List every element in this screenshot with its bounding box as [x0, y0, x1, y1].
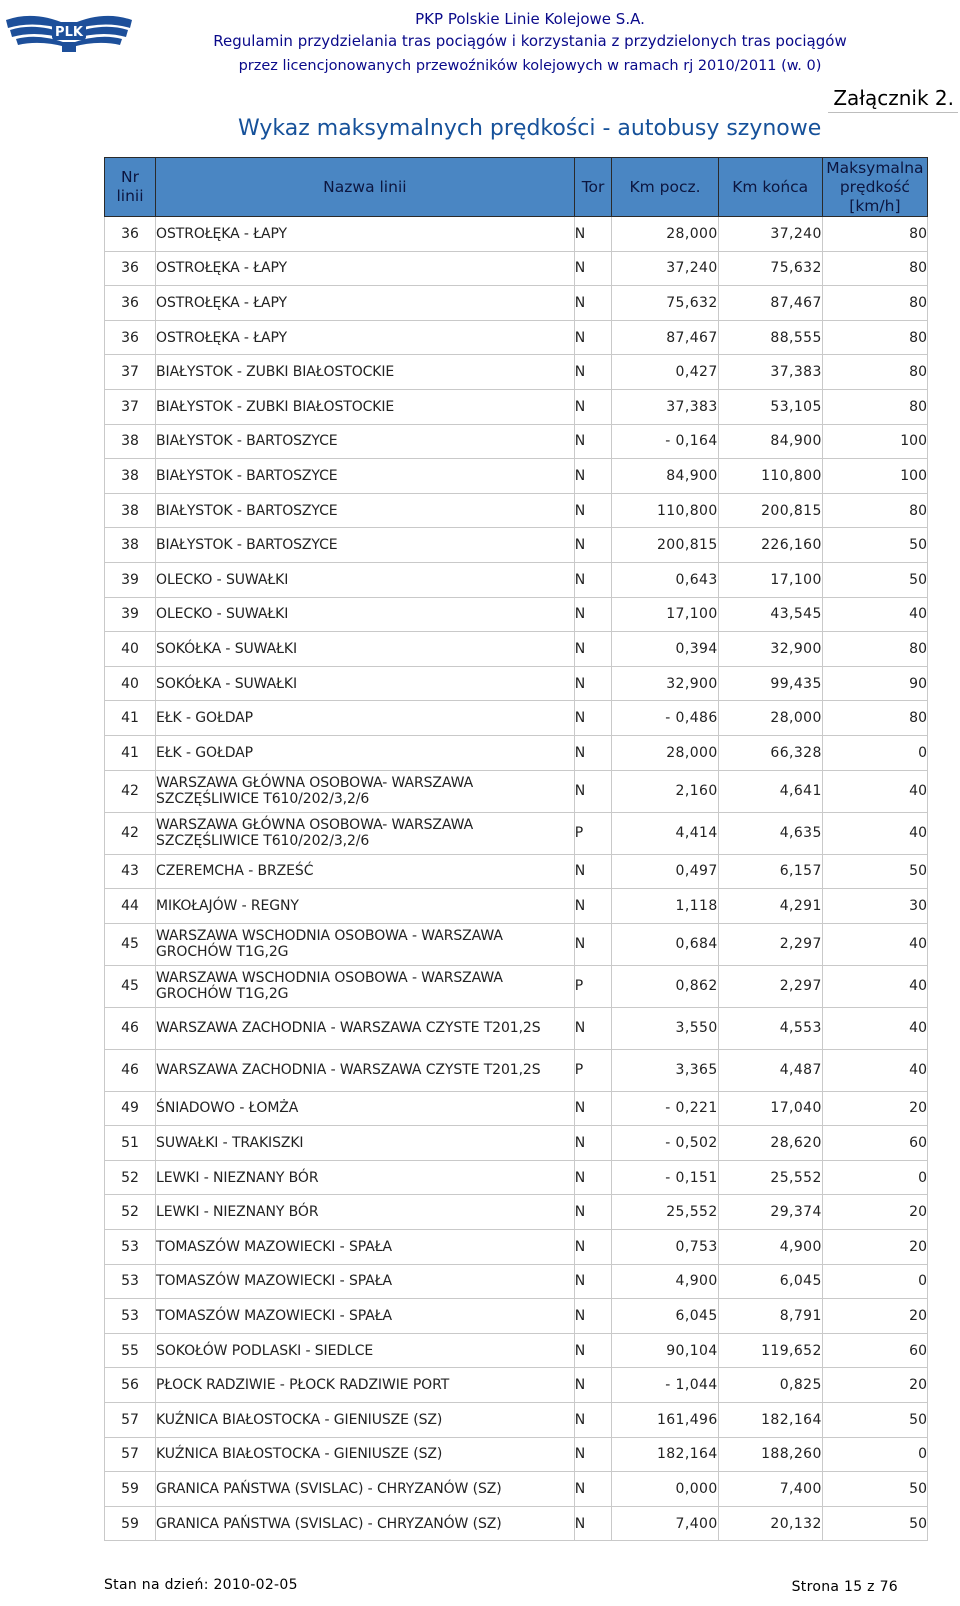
- table-row: [105, 389, 928, 424]
- cell-max-speed: 80: [822, 355, 927, 390]
- table-row: [105, 1437, 928, 1472]
- table-row: [105, 562, 928, 597]
- table-row: [105, 1299, 928, 1334]
- table-row: [105, 217, 928, 252]
- cell-km-start: 0,753: [612, 1230, 718, 1265]
- cell-max-speed: 0: [822, 1264, 927, 1299]
- cell-max-speed: 20: [822, 1230, 927, 1265]
- cell-km-end: 2,297: [718, 965, 822, 1007]
- table-row: [105, 1160, 928, 1195]
- cell-line-name: SUWAŁKI - TRAKISZKI: [156, 1126, 575, 1161]
- col-header-km-start: Km pocz.: [612, 158, 718, 217]
- cell-track: N: [574, 1007, 612, 1049]
- cell-line-number: 57: [105, 1403, 156, 1438]
- cell-km-end: 66,328: [718, 735, 822, 770]
- cell-track: N: [574, 562, 612, 597]
- cell-line-name: SOKOŁÓW PODLASKI - SIEDLCE: [156, 1333, 575, 1368]
- cell-line-name: EŁK - GOŁDAP: [156, 735, 575, 770]
- cell-track: N: [574, 1126, 612, 1161]
- cell-km-start: 0,000: [612, 1472, 718, 1507]
- table-row: [105, 854, 928, 889]
- cell-km-end: 20,132: [718, 1506, 822, 1541]
- cell-km-start: 3,365: [612, 1049, 718, 1091]
- cell-line-name: OSTROŁĘKA - ŁAPY: [156, 286, 575, 321]
- cell-km-start: 110,800: [612, 493, 718, 528]
- cell-track: P: [574, 812, 612, 854]
- cell-km-start: 84,900: [612, 459, 718, 494]
- cell-line-number: 38: [105, 528, 156, 563]
- cell-km-end: 200,815: [718, 493, 822, 528]
- cell-line-number: 42: [105, 770, 156, 812]
- cell-max-speed: 50: [822, 562, 927, 597]
- table-row: [105, 666, 928, 701]
- cell-line-name: KUŹNICA BIAŁOSTOCKA - GIENIUSZE (SZ): [156, 1437, 575, 1472]
- cell-km-start: 200,815: [612, 528, 718, 563]
- cell-km-start: 182,164: [612, 1437, 718, 1472]
- cell-km-end: 75,632: [718, 251, 822, 286]
- cell-km-start: - 0,151: [612, 1160, 718, 1195]
- cell-max-speed: 40: [822, 923, 927, 965]
- cell-km-start: 7,400: [612, 1506, 718, 1541]
- table-row: [105, 701, 928, 736]
- cell-track: N: [574, 1230, 612, 1265]
- cell-km-end: 4,487: [718, 1049, 822, 1091]
- cell-track: N: [574, 854, 612, 889]
- cell-max-speed: 0: [822, 1160, 927, 1195]
- table-row: [105, 286, 928, 321]
- logo-text: PLK: [55, 25, 83, 40]
- page-title: Wykaz maksymalnych prędkości - autobusy szynowe: [238, 116, 822, 141]
- cell-max-speed: 40: [822, 812, 927, 854]
- cell-km-start: 2,160: [612, 770, 718, 812]
- col-header-speed-line3: [km/h]: [849, 196, 901, 215]
- table-row: [105, 528, 928, 563]
- cell-track: N: [574, 389, 612, 424]
- cell-max-speed: 80: [822, 286, 927, 321]
- cell-km-start: 28,000: [612, 217, 718, 252]
- cell-km-end: 182,164: [718, 1403, 822, 1438]
- cell-line-number: 57: [105, 1437, 156, 1472]
- cell-line-number: 41: [105, 735, 156, 770]
- cell-track: P: [574, 965, 612, 1007]
- cell-line-name: BIAŁYSTOK - BARTOSZYCE: [156, 459, 575, 494]
- cell-line-name: OSTROŁĘKA - ŁAPY: [156, 251, 575, 286]
- cell-line-name: BIAŁYSTOK - BARTOSZYCE: [156, 424, 575, 459]
- cell-max-speed: 80: [822, 251, 927, 286]
- cell-km-start: 0,643: [612, 562, 718, 597]
- cell-km-end: 28,620: [718, 1126, 822, 1161]
- cell-track: N: [574, 666, 612, 701]
- table-row: [105, 1230, 928, 1265]
- cell-line-number: 42: [105, 812, 156, 854]
- cell-line-number: 38: [105, 493, 156, 528]
- cell-line-name: GRANICA PAŃSTWA (SVISLAC) - CHRYZANÓW (SZ): [156, 1472, 575, 1507]
- table-row: [105, 1091, 928, 1126]
- cell-line-number: 51: [105, 1126, 156, 1161]
- cell-km-end: 87,467: [718, 286, 822, 321]
- cell-km-start: 161,496: [612, 1403, 718, 1438]
- cell-line-name: BIAŁYSTOK - BARTOSZYCE: [156, 528, 575, 563]
- cell-max-speed: 80: [822, 701, 927, 736]
- cell-km-end: 4,635: [718, 812, 822, 854]
- cell-km-end: 29,374: [718, 1195, 822, 1230]
- cell-km-start: 37,240: [612, 251, 718, 286]
- cell-line-name: BIAŁYSTOK - ZUBKI BIAŁOSTOCKIE: [156, 355, 575, 390]
- cell-km-start: 25,552: [612, 1195, 718, 1230]
- cell-max-speed: 80: [822, 320, 927, 355]
- col-header-nr: [105, 158, 156, 217]
- col-header-name: Nazwa linii: [156, 158, 575, 217]
- table-row: [105, 735, 928, 770]
- cell-track: N: [574, 735, 612, 770]
- table-row: [105, 632, 928, 667]
- table-row: [105, 355, 928, 390]
- cell-km-start: 6,045: [612, 1299, 718, 1334]
- table-header-row: [105, 158, 928, 217]
- cell-km-start: - 0,164: [612, 424, 718, 459]
- table-row: [105, 1472, 928, 1507]
- cell-max-speed: 40: [822, 1007, 927, 1049]
- cell-track: N: [574, 1506, 612, 1541]
- cell-line-name: WARSZAWA GŁÓWNA OSOBOWA- WARSZAWA SZCZĘŚLIWICE T610/202/3,2/6: [156, 812, 575, 854]
- cell-km-end: 84,900: [718, 424, 822, 459]
- cell-line-number: 56: [105, 1368, 156, 1403]
- cell-km-start: 1,118: [612, 889, 718, 924]
- cell-line-number: 55: [105, 1333, 156, 1368]
- cell-track: N: [574, 528, 612, 563]
- cell-track: N: [574, 632, 612, 667]
- cell-track: N: [574, 355, 612, 390]
- cell-km-end: 25,552: [718, 1160, 822, 1195]
- cell-max-speed: 0: [822, 1437, 927, 1472]
- cell-track: N: [574, 701, 612, 736]
- cell-line-number: 43: [105, 854, 156, 889]
- cell-line-name: CZEREMCHA - BRZEŚĆ: [156, 854, 575, 889]
- cell-km-end: 110,800: [718, 459, 822, 494]
- cell-km-start: 4,414: [612, 812, 718, 854]
- cell-max-speed: 40: [822, 770, 927, 812]
- cell-line-name: LEWKI - NIEZNANY BÓR: [156, 1195, 575, 1230]
- cell-km-start: - 0,502: [612, 1126, 718, 1161]
- cell-line-number: 53: [105, 1264, 156, 1299]
- table-row: [105, 1264, 928, 1299]
- cell-line-number: 46: [105, 1007, 156, 1049]
- cell-max-speed: 80: [822, 217, 927, 252]
- cell-line-name: GRANICA PAŃSTWA (SVISLAC) - CHRYZANÓW (SZ): [156, 1506, 575, 1541]
- cell-line-number: 40: [105, 666, 156, 701]
- table-row: [105, 923, 928, 965]
- cell-track: N: [574, 889, 612, 924]
- cell-km-start: - 0,486: [612, 701, 718, 736]
- cell-track: N: [574, 459, 612, 494]
- cell-track: N: [574, 251, 612, 286]
- cell-track: N: [574, 424, 612, 459]
- cell-track: N: [574, 1333, 612, 1368]
- cell-km-end: 6,045: [718, 1264, 822, 1299]
- cell-max-speed: 40: [822, 1049, 927, 1091]
- cell-km-end: 37,383: [718, 355, 822, 390]
- col-header-tor: Tor: [574, 158, 612, 217]
- cell-km-end: 4,553: [718, 1007, 822, 1049]
- cell-max-speed: 20: [822, 1195, 927, 1230]
- cell-km-start: 4,900: [612, 1264, 718, 1299]
- cell-line-name: SOKÓŁKA - SUWAŁKI: [156, 632, 575, 667]
- cell-line-name: KUŹNICA BIAŁOSTOCKA - GIENIUSZE (SZ): [156, 1403, 575, 1438]
- cell-line-number: 59: [105, 1472, 156, 1507]
- cell-line-name: ŚNIADOWO - ŁOMŻA: [156, 1091, 575, 1126]
- cell-max-speed: 60: [822, 1126, 927, 1161]
- table-row: [105, 493, 928, 528]
- cell-max-speed: 80: [822, 389, 927, 424]
- cell-max-speed: 100: [822, 459, 927, 494]
- cell-km-start: 90,104: [612, 1333, 718, 1368]
- cell-line-number: 49: [105, 1091, 156, 1126]
- col-header-nr-line1: Nr: [121, 168, 139, 186]
- cell-km-end: 17,040: [718, 1091, 822, 1126]
- cell-line-name: LEWKI - NIEZNANY BÓR: [156, 1160, 575, 1195]
- table-row: [105, 1195, 928, 1230]
- cell-km-end: 226,160: [718, 528, 822, 563]
- cell-km-start: 0,394: [612, 632, 718, 667]
- cell-track: N: [574, 1299, 612, 1334]
- cell-km-start: 0,684: [612, 923, 718, 965]
- cell-line-name: BIAŁYSTOK - ZUBKI BIAŁOSTOCKIE: [156, 389, 575, 424]
- cell-line-number: 39: [105, 562, 156, 597]
- cell-track: N: [574, 493, 612, 528]
- table-row: [105, 424, 928, 459]
- col-header-speed: [822, 158, 927, 217]
- table-row: [105, 889, 928, 924]
- cell-km-end: 7,400: [718, 1472, 822, 1507]
- table-row: [105, 965, 928, 1007]
- cell-line-number: 36: [105, 217, 156, 252]
- cell-line-name: TOMASZÓW MAZOWIECKI - SPAŁA: [156, 1264, 575, 1299]
- cell-line-name: SOKÓŁKA - SUWAŁKI: [156, 666, 575, 701]
- cell-line-name: OSTROŁĘKA - ŁAPY: [156, 320, 575, 355]
- speed-table: [104, 157, 928, 1541]
- cell-track: N: [574, 923, 612, 965]
- cell-line-name: BIAŁYSTOK - BARTOSZYCE: [156, 493, 575, 528]
- cell-km-start: - 0,221: [612, 1091, 718, 1126]
- cell-max-speed: 100: [822, 424, 927, 459]
- cell-line-name: WARSZAWA ZACHODNIA - WARSZAWA CZYSTE T201,2S: [156, 1049, 575, 1091]
- table-row: [105, 1368, 928, 1403]
- cell-line-number: 59: [105, 1506, 156, 1541]
- cell-line-number: 37: [105, 389, 156, 424]
- cell-max-speed: 60: [822, 1333, 927, 1368]
- cell-line-number: 53: [105, 1299, 156, 1334]
- annex-label: Załącznik 2.: [833, 86, 954, 110]
- cell-km-end: 4,641: [718, 770, 822, 812]
- cell-max-speed: 20: [822, 1368, 927, 1403]
- cell-track: N: [574, 770, 612, 812]
- cell-line-name: OLECKO - SUWAŁKI: [156, 562, 575, 597]
- cell-km-start: 17,100: [612, 597, 718, 632]
- col-header-speed-line2: prędkość: [839, 177, 910, 196]
- cell-line-number: 41: [105, 701, 156, 736]
- table-row: [105, 597, 928, 632]
- cell-line-number: 44: [105, 889, 156, 924]
- col-header-nr-line2: linii: [116, 187, 144, 205]
- cell-km-end: 32,900: [718, 632, 822, 667]
- cell-line-number: 45: [105, 923, 156, 965]
- cell-line-name: WARSZAWA WSCHODNIA OSOBOWA - WARSZAWA GROCHÓW T1G,2G: [156, 965, 575, 1007]
- cell-max-speed: 50: [822, 1403, 927, 1438]
- cell-max-speed: 0: [822, 735, 927, 770]
- cell-max-speed: 50: [822, 528, 927, 563]
- cell-km-end: 88,555: [718, 320, 822, 355]
- header-timetable: przez licencjonowanych przewoźników kolejowych w ramach rj 2010/2011 (w. 0): [238, 58, 822, 74]
- cell-max-speed: 90: [822, 666, 927, 701]
- cell-line-number: 45: [105, 965, 156, 1007]
- cell-line-name: MIKOŁAJÓW - REGNY: [156, 889, 575, 924]
- cell-max-speed: 20: [822, 1091, 927, 1126]
- cell-line-number: 36: [105, 320, 156, 355]
- cell-max-speed: 50: [822, 1506, 927, 1541]
- cell-km-end: 28,000: [718, 701, 822, 736]
- cell-track: N: [574, 286, 612, 321]
- cell-line-name: TOMASZÓW MAZOWIECKI - SPAŁA: [156, 1299, 575, 1334]
- cell-line-number: 40: [105, 632, 156, 667]
- header-regulation: Regulamin przydzielania tras pociągów i korzystania z przydzielonych tras pociągów: [213, 32, 847, 50]
- cell-km-end: 119,652: [718, 1333, 822, 1368]
- cell-track: N: [574, 1264, 612, 1299]
- table-row: [105, 1007, 928, 1049]
- table-row: [105, 1333, 928, 1368]
- cell-line-number: 53: [105, 1230, 156, 1265]
- table-row: [105, 812, 928, 854]
- cell-km-start: 0,862: [612, 965, 718, 1007]
- cell-km-end: 0,825: [718, 1368, 822, 1403]
- cell-km-start: 37,383: [612, 389, 718, 424]
- cell-max-speed: 40: [822, 965, 927, 1007]
- cell-track: N: [574, 597, 612, 632]
- footer-date: Stan na dzień: 2010-02-05: [104, 1577, 298, 1593]
- cell-track: N: [574, 1160, 612, 1195]
- cell-line-number: 37: [105, 355, 156, 390]
- cell-km-end: 4,291: [718, 889, 822, 924]
- cell-line-name: WARSZAWA ZACHODNIA - WARSZAWA CZYSTE T201,2S: [156, 1007, 575, 1049]
- cell-max-speed: 20: [822, 1299, 927, 1334]
- cell-track: N: [574, 1091, 612, 1126]
- cell-km-start: 32,900: [612, 666, 718, 701]
- table-row: [105, 251, 928, 286]
- cell-line-name: TOMASZÓW MAZOWIECKI - SPAŁA: [156, 1230, 575, 1265]
- cell-line-number: 36: [105, 286, 156, 321]
- cell-km-end: 17,100: [718, 562, 822, 597]
- cell-line-number: 39: [105, 597, 156, 632]
- cell-max-speed: 50: [822, 1472, 927, 1507]
- cell-track: N: [574, 1472, 612, 1507]
- cell-track: N: [574, 320, 612, 355]
- col-header-speed-line1: Maksymalna: [826, 158, 924, 177]
- plk-logo: [4, 6, 134, 56]
- cell-max-speed: 40: [822, 597, 927, 632]
- cell-track: N: [574, 1403, 612, 1438]
- cell-track: N: [574, 1437, 612, 1472]
- cell-line-number: 52: [105, 1160, 156, 1195]
- col-header-km-end: Km końca: [718, 158, 822, 217]
- cell-km-end: 6,157: [718, 854, 822, 889]
- table-row: [105, 1049, 928, 1091]
- cell-line-name: PŁOCK RADZIWIE - PŁOCK RADZIWIE PORT: [156, 1368, 575, 1403]
- footer-page-number: Strona 15 z 76: [791, 1579, 898, 1595]
- header-company: PKP Polskie Linie Kolejowe S.A.: [415, 10, 645, 28]
- annex-divider: [828, 112, 958, 113]
- cell-km-end: 43,545: [718, 597, 822, 632]
- cell-line-number: 46: [105, 1049, 156, 1091]
- cell-track: N: [574, 1195, 612, 1230]
- cell-km-start: 75,632: [612, 286, 718, 321]
- table-row: [105, 770, 928, 812]
- cell-line-name: EŁK - GOŁDAP: [156, 701, 575, 736]
- cell-track: P: [574, 1049, 612, 1091]
- cell-max-speed: 80: [822, 493, 927, 528]
- table-row: [105, 1506, 928, 1541]
- cell-km-end: 2,297: [718, 923, 822, 965]
- table-row: [105, 459, 928, 494]
- cell-km-start: 87,467: [612, 320, 718, 355]
- cell-max-speed: 30: [822, 889, 927, 924]
- cell-line-name: OLECKO - SUWAŁKI: [156, 597, 575, 632]
- table-row: [105, 1403, 928, 1438]
- cell-km-start: 0,497: [612, 854, 718, 889]
- cell-max-speed: 50: [822, 854, 927, 889]
- cell-km-start: 0,427: [612, 355, 718, 390]
- cell-max-speed: 80: [822, 632, 927, 667]
- cell-line-name: WARSZAWA WSCHODNIA OSOBOWA - WARSZAWA GROCHÓW T1G,2G: [156, 923, 575, 965]
- cell-km-start: - 1,044: [612, 1368, 718, 1403]
- cell-km-end: 188,260: [718, 1437, 822, 1472]
- cell-km-start: 28,000: [612, 735, 718, 770]
- cell-km-end: 8,791: [718, 1299, 822, 1334]
- cell-line-number: 52: [105, 1195, 156, 1230]
- cell-line-number: 38: [105, 459, 156, 494]
- cell-line-name: OSTROŁĘKA - ŁAPY: [156, 217, 575, 252]
- cell-km-end: 37,240: [718, 217, 822, 252]
- table-row: [105, 1126, 928, 1161]
- cell-line-number: 38: [105, 424, 156, 459]
- cell-km-start: 3,550: [612, 1007, 718, 1049]
- cell-km-end: 53,105: [718, 389, 822, 424]
- cell-track: N: [574, 217, 612, 252]
- cell-track: N: [574, 1368, 612, 1403]
- cell-line-name: WARSZAWA GŁÓWNA OSOBOWA- WARSZAWA SZCZĘŚLIWICE T610/202/3,2/6: [156, 770, 575, 812]
- table-row: [105, 320, 928, 355]
- cell-line-number: 36: [105, 251, 156, 286]
- cell-km-end: 4,900: [718, 1230, 822, 1265]
- cell-km-end: 99,435: [718, 666, 822, 701]
